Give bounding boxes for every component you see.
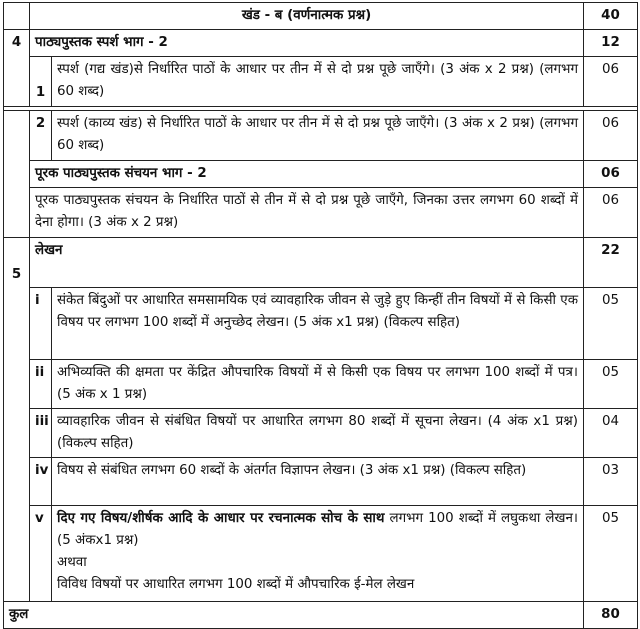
q5-sub-v-number: v xyxy=(30,506,52,602)
section-b-title: खंड - ब (वर्णनात्मक प्रश्न) xyxy=(30,3,584,30)
section-b-row xyxy=(4,3,638,30)
q4-sub2-text: स्पर्श (काव्य खंड) से निर्धारित पाठों के आधार पर तीन में से दो प्रश्न पूछे जाएँगे। (3 अंक x 2 प्रश्न) (लगभग 60 शब्द) xyxy=(52,111,584,161)
q4-title: पाठ्यपुस्तक स्पर्श भाग - 2 xyxy=(30,30,584,57)
total-row xyxy=(4,602,638,629)
q5-sub-i-number: i xyxy=(30,288,52,360)
q5-sub-v-bold-text: दिए गए विषय/शीर्षक आदि के आधार पर रचनात्मक सोच के साथ xyxy=(57,511,385,526)
q4-number: 4 xyxy=(4,30,30,107)
q4-sub1-text: स्पर्श (गद्य खंड)से निर्धारित पाठों के आधार पर तीन में से दो प्रश्न पूछे जाएँगे। (3 अंक x 2 प्रश्न) (लगभग 60 शब्द) xyxy=(52,57,584,107)
q5-title: लेखन xyxy=(30,238,584,288)
total-marks: 80 xyxy=(584,602,638,629)
q4-sub2-row xyxy=(4,111,638,161)
q5-sub-i-row xyxy=(4,288,638,360)
q5-number: 5 xyxy=(4,238,30,288)
total-label: कुल xyxy=(4,602,584,629)
supp-title: पूरक पाठ्यपुस्तक संचयन भाग - 2 xyxy=(30,161,584,188)
supp-text-marks: 06 xyxy=(584,188,638,238)
q5-marks: 22 xyxy=(584,238,638,288)
q4-sub2-marks: 06 xyxy=(584,111,638,161)
q5-sub-v-row xyxy=(4,506,638,602)
q5-sub-ii-marks: 05 xyxy=(584,360,638,409)
q5-sub-iv-number: iv xyxy=(30,458,52,506)
q5-sub-iv-marks: 03 xyxy=(584,458,638,506)
supp-header-row xyxy=(4,161,638,188)
q5-sub-v-marks: 05 xyxy=(584,506,638,602)
q5-sub-iii-marks: 04 xyxy=(584,409,638,458)
q5-sub-ii-number: ii xyxy=(30,360,52,409)
q4-sub1-row xyxy=(4,57,638,107)
q5-sub-iv-row xyxy=(4,458,638,506)
q5-sub-i-marks: 05 xyxy=(584,288,638,360)
q5-sub-i-text: संकेत बिंदुओं पर आधारित समसामयिक एवं व्यावहारिक जीवन से जुड़े हुए किन्हीं तीन विषयों में से किसी एक विषय पर लगभग 100 शब्दों में अनुच्छेद लेखन। (5 अंक x1 प्रश्न) (विकल्प सहित) xyxy=(52,288,584,360)
q5-sub-iii-number: iii xyxy=(30,409,52,458)
q5-sub-ii-row xyxy=(4,360,638,409)
q5-sub-iii-text: व्यावहारिक जीवन से संबंधित विषयों पर आधारित लगभग 80 शब्दों में सूचना लेखन। (4 अंक x1 प्रश्न) (विकल्प सहित) xyxy=(52,409,584,458)
supp-marks: 06 xyxy=(584,161,638,188)
q5-sub-v-cell xyxy=(52,506,584,602)
q5-sub-ii-text: अभिव्यक्ति की क्षमता पर केंद्रित औपचारिक विषयों में से किसी एक विषय पर लगभग 100 शब्दों में पत्र। (5 अंक x 1 प्रश्न) xyxy=(52,360,584,409)
q4-sub2-number: 2 xyxy=(30,111,52,161)
q4-marks: 12 xyxy=(584,30,638,57)
section-b-marks: 40 xyxy=(584,3,638,30)
supp-text: पूरक पाठ्यपुस्तक संचयन के निर्धारित पाठों से तीन में से दो प्रश्न पूछे जाएँगे, जिनका उत्तर लगभग 60 शब्दों में देना होगा। (3 अंक x 2 प्रश्न) xyxy=(30,188,584,238)
q5-sub-iii-row xyxy=(4,409,638,458)
q5-sub-iv-text: विषय से संबंधित लगभग 60 शब्दों के अंतर्गत विज्ञापन लेखन। (3 अंक x1 प्रश्न) (विकल्प सहित) xyxy=(52,458,584,506)
q4-header-row xyxy=(4,30,638,57)
q5-sub-v-text: लगभग 100 शब्दों में लघुकथा लेखन। (5 अंकx1 प्रश्न) xyxy=(57,511,578,548)
q5-sub-v-or: अथवा xyxy=(57,555,87,570)
q4-sub1-number: 1 xyxy=(30,57,52,107)
supp-text-row xyxy=(4,188,638,238)
q4-sub1-marks: 06 xyxy=(584,57,638,107)
marks-table xyxy=(3,2,638,629)
q5-header-row xyxy=(4,238,638,288)
q5-sub-v-alt-text: विविध विषयों पर आधारित लगभग 100 शब्दों में औपचारिक ई-मेल लेखन xyxy=(57,577,415,592)
